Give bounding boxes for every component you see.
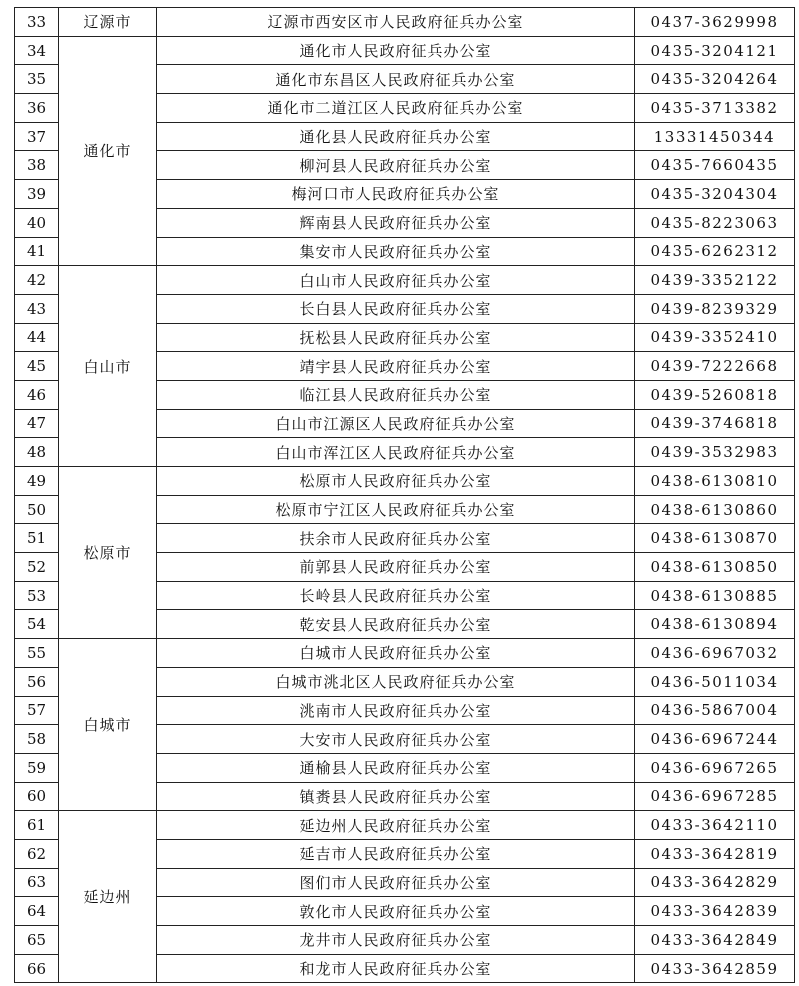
phone-number-cell: 0439-3746818 — [635, 409, 795, 438]
phone-number-cell: 0439-3352410 — [635, 323, 795, 352]
row-number-cell: 40 — [15, 208, 59, 237]
row-number-cell: 39 — [15, 180, 59, 209]
office-name-cell: 图们市人民政府征兵办公室 — [157, 868, 635, 897]
table-row — [15, 8, 795, 37]
office-name-cell: 梅河口市人民政府征兵办公室 — [157, 180, 635, 209]
office-name-cell: 长白县人民政府征兵办公室 — [157, 294, 635, 323]
office-name-cell: 临江县人民政府征兵办公室 — [157, 380, 635, 409]
row-number-cell: 46 — [15, 380, 59, 409]
row-number-cell: 36 — [15, 94, 59, 123]
row-number-cell: 33 — [15, 8, 59, 37]
office-name-cell: 松原市人民政府征兵办公室 — [157, 467, 635, 496]
office-name-cell: 延吉市人民政府征兵办公室 — [157, 839, 635, 868]
phone-number-cell: 13331450344 — [635, 122, 795, 151]
table-row — [15, 36, 795, 65]
city-cell: 白山市 — [59, 266, 157, 467]
phone-number-cell: 0438-6130850 — [635, 553, 795, 582]
phone-number-cell: 0436-6967285 — [635, 782, 795, 811]
phone-number-cell: 0438-6130870 — [635, 524, 795, 553]
phone-number-cell: 0435-3204304 — [635, 180, 795, 209]
office-name-cell: 镇赉县人民政府征兵办公室 — [157, 782, 635, 811]
phone-number-cell: 0435-6262312 — [635, 237, 795, 266]
row-number-cell: 62 — [15, 839, 59, 868]
office-name-cell: 辉南县人民政府征兵办公室 — [157, 208, 635, 237]
phone-number-cell: 0433-3642839 — [635, 897, 795, 926]
city-cell: 白城市 — [59, 639, 157, 811]
row-number-cell: 34 — [15, 36, 59, 65]
row-number-cell: 65 — [15, 926, 59, 955]
office-name-cell: 乾安县人民政府征兵办公室 — [157, 610, 635, 639]
office-name-cell: 白山市江源区人民政府征兵办公室 — [157, 409, 635, 438]
phone-number-cell: 0436-5867004 — [635, 696, 795, 725]
phone-number-cell: 0433-3642859 — [635, 954, 795, 983]
office-name-cell: 通化市人民政府征兵办公室 — [157, 36, 635, 65]
row-number-cell: 66 — [15, 954, 59, 983]
row-number-cell: 43 — [15, 294, 59, 323]
city-cell: 松原市 — [59, 467, 157, 639]
row-number-cell: 42 — [15, 266, 59, 295]
row-number-cell: 50 — [15, 495, 59, 524]
directory-table-body — [15, 8, 795, 983]
phone-number-cell: 0435-3204121 — [635, 36, 795, 65]
office-name-cell: 大安市人民政府征兵办公室 — [157, 725, 635, 754]
office-name-cell: 和龙市人民政府征兵办公室 — [157, 954, 635, 983]
phone-number-cell: 0435-7660435 — [635, 151, 795, 180]
phone-number-cell: 0433-3642819 — [635, 839, 795, 868]
row-number-cell: 47 — [15, 409, 59, 438]
row-number-cell: 41 — [15, 237, 59, 266]
phone-number-cell: 0438-6130894 — [635, 610, 795, 639]
phone-number-cell: 0439-3352122 — [635, 266, 795, 295]
row-number-cell: 38 — [15, 151, 59, 180]
office-name-cell: 龙井市人民政府征兵办公室 — [157, 926, 635, 955]
office-name-cell: 通化市二道江区人民政府征兵办公室 — [157, 94, 635, 123]
row-number-cell: 61 — [15, 811, 59, 840]
phone-number-cell: 0439-5260818 — [635, 380, 795, 409]
phone-number-cell: 0433-3642110 — [635, 811, 795, 840]
recruitment-office-directory-table — [14, 7, 795, 983]
office-name-cell: 靖宇县人民政府征兵办公室 — [157, 352, 635, 381]
office-name-cell: 柳河县人民政府征兵办公室 — [157, 151, 635, 180]
row-number-cell: 52 — [15, 553, 59, 582]
office-name-cell: 长岭县人民政府征兵办公室 — [157, 581, 635, 610]
phone-number-cell: 0433-3642829 — [635, 868, 795, 897]
office-name-cell: 敦化市人民政府征兵办公室 — [157, 897, 635, 926]
office-name-cell: 扶余市人民政府征兵办公室 — [157, 524, 635, 553]
table-row — [15, 467, 795, 496]
row-number-cell: 53 — [15, 581, 59, 610]
office-name-cell: 延边州人民政府征兵办公室 — [157, 811, 635, 840]
office-name-cell: 白山市人民政府征兵办公室 — [157, 266, 635, 295]
phone-number-cell: 0435-3713382 — [635, 94, 795, 123]
row-number-cell: 37 — [15, 122, 59, 151]
phone-number-cell: 0439-7222668 — [635, 352, 795, 381]
phone-number-cell: 0436-6967265 — [635, 753, 795, 782]
office-name-cell: 前郭县人民政府征兵办公室 — [157, 553, 635, 582]
office-name-cell: 通化县人民政府征兵办公室 — [157, 122, 635, 151]
office-name-cell: 集安市人民政府征兵办公室 — [157, 237, 635, 266]
row-number-cell: 56 — [15, 667, 59, 696]
office-name-cell: 松原市宁江区人民政府征兵办公室 — [157, 495, 635, 524]
city-cell: 辽源市 — [59, 8, 157, 37]
office-name-cell: 洮南市人民政府征兵办公室 — [157, 696, 635, 725]
row-number-cell: 49 — [15, 467, 59, 496]
office-name-cell: 白山市浑江区人民政府征兵办公室 — [157, 438, 635, 467]
table-row — [15, 811, 795, 840]
office-name-cell: 辽源市西安区市人民政府征兵办公室 — [157, 8, 635, 37]
phone-number-cell: 0438-6130860 — [635, 495, 795, 524]
row-number-cell: 57 — [15, 696, 59, 725]
row-number-cell: 35 — [15, 65, 59, 94]
row-number-cell: 44 — [15, 323, 59, 352]
office-name-cell: 白城市人民政府征兵办公室 — [157, 639, 635, 668]
phone-number-cell: 0437-3629998 — [635, 8, 795, 37]
office-name-cell: 通榆县人民政府征兵办公室 — [157, 753, 635, 782]
phone-number-cell: 0433-3642849 — [635, 926, 795, 955]
table-row — [15, 266, 795, 295]
phone-number-cell: 0436-5011034 — [635, 667, 795, 696]
row-number-cell: 45 — [15, 352, 59, 381]
row-number-cell: 59 — [15, 753, 59, 782]
office-name-cell: 通化市东昌区人民政府征兵办公室 — [157, 65, 635, 94]
phone-number-cell: 0439-8239329 — [635, 294, 795, 323]
phone-number-cell: 0436-6967032 — [635, 639, 795, 668]
row-number-cell: 58 — [15, 725, 59, 754]
row-number-cell: 51 — [15, 524, 59, 553]
row-number-cell: 55 — [15, 639, 59, 668]
phone-number-cell: 0438-6130885 — [635, 581, 795, 610]
row-number-cell: 54 — [15, 610, 59, 639]
phone-number-cell: 0436-6967244 — [635, 725, 795, 754]
row-number-cell: 63 — [15, 868, 59, 897]
phone-number-cell: 0435-3204264 — [635, 65, 795, 94]
phone-number-cell: 0435-8223063 — [635, 208, 795, 237]
office-name-cell: 白城市洮北区人民政府征兵办公室 — [157, 667, 635, 696]
phone-number-cell: 0439-3532983 — [635, 438, 795, 467]
row-number-cell: 64 — [15, 897, 59, 926]
table-row — [15, 639, 795, 668]
city-cell: 通化市 — [59, 36, 157, 266]
row-number-cell: 60 — [15, 782, 59, 811]
office-name-cell: 抚松县人民政府征兵办公室 — [157, 323, 635, 352]
city-cell: 延边州 — [59, 811, 157, 983]
phone-number-cell: 0438-6130810 — [635, 467, 795, 496]
row-number-cell: 48 — [15, 438, 59, 467]
